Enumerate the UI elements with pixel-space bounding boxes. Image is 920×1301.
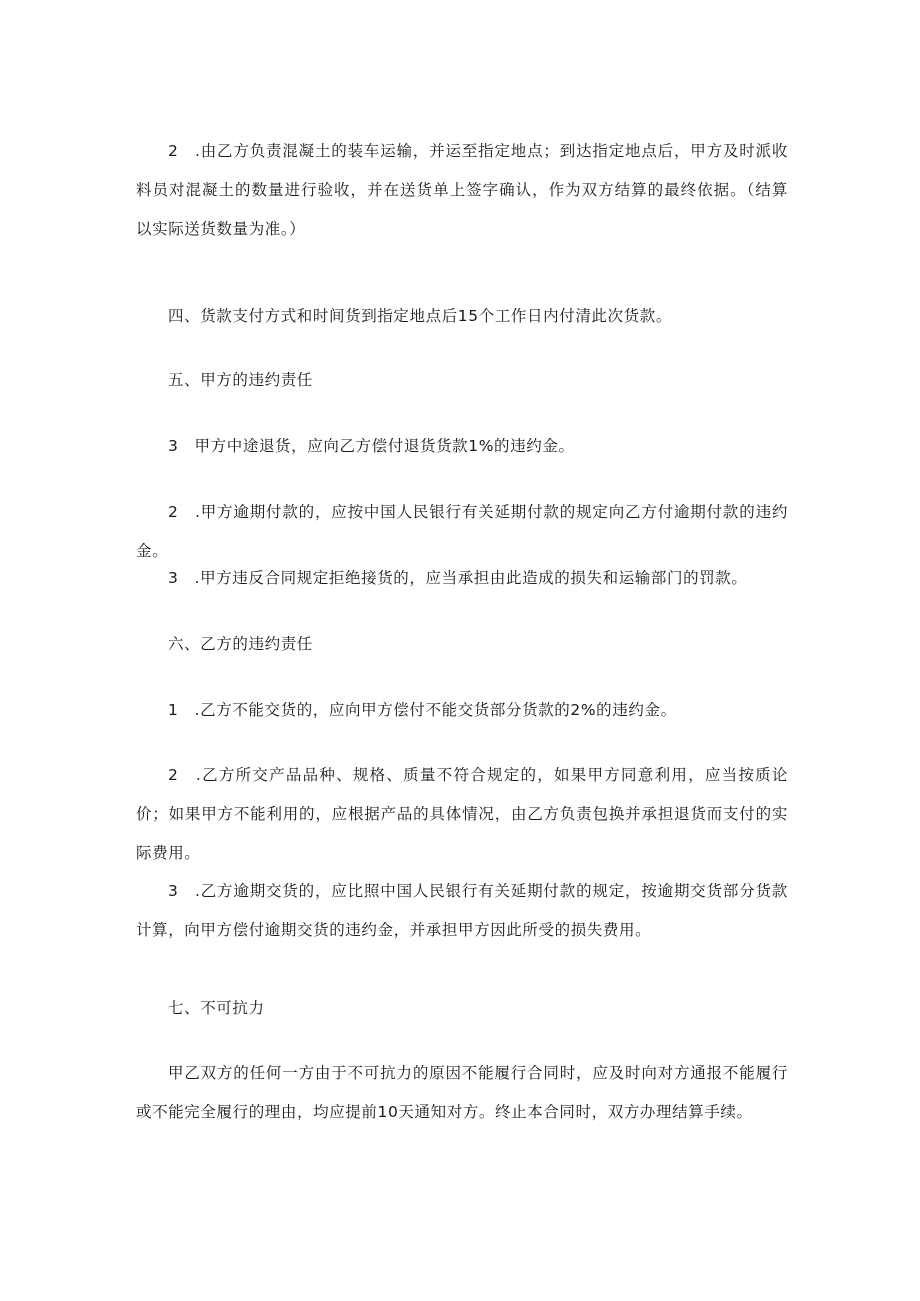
clause-6-1-paragraph: 1 .乙方不能交货的，应向甲方偿付不能交货部分货款的2%的违约金。	[168, 701, 677, 719]
clause-6-3-paragraph: 3 .乙方逾期交货的，应比照中国人民银行有关延期付款的规定，按逾期交货部分货款计算，向甲方偿付逾期交货的违约金，并承担甲方因此所受的损失费用。	[136, 882, 788, 939]
clause-6-2-paragraph: 2 .乙方所交产品品种、规格、质量不符合规定的，如果甲方同意利用，应当按质论价；如果甲方不能利用的，应根据产品的具体情况，由乙方负责包换并承担退货而支付的实际费用。	[136, 766, 788, 862]
section-5-heading: 五、甲方的违约责任	[168, 371, 313, 389]
section-7-heading: 七、不可抗力	[168, 999, 265, 1017]
clause-5-1-paragraph: 3 甲方中途退货，应向乙方偿付退货货款1%的违约金。	[168, 437, 575, 455]
clause-7-body-paragraph: 甲乙双方的任何一方由于不可抗力的原因不能履行合同时，应及时向对方通报不能履行或不能完全履行的理由，均应提前10天通知对方。终止本合同时，双方办理结算手续。	[136, 1064, 788, 1121]
section-4-paragraph: 四、货款支付方式和时间货到指定地点后15个工作日内付清此次货款。	[168, 307, 672, 325]
clause-5-2-paragraph: 2 .甲方逾期付款的，应按中国人民银行有关延期付款的规定向乙方付逾期付款的违约金。	[136, 503, 788, 560]
clause-3-2-paragraph: 2 .由乙方负责混凝土的装车运输，并运至指定地点；到达指定地点后，甲方及时派收料员对混凝土的数量进行验收，并在送货单上签字确认，作为双方结算的最终依据。（结算以实际送货数量为准。）	[136, 142, 788, 238]
section-6-heading: 六、乙方的违约责任	[168, 635, 313, 653]
clause-5-3-paragraph: 3 .甲方违反合同规定拒绝接货的，应当承担由此造成的损失和运输部门的罚款。	[168, 569, 748, 587]
